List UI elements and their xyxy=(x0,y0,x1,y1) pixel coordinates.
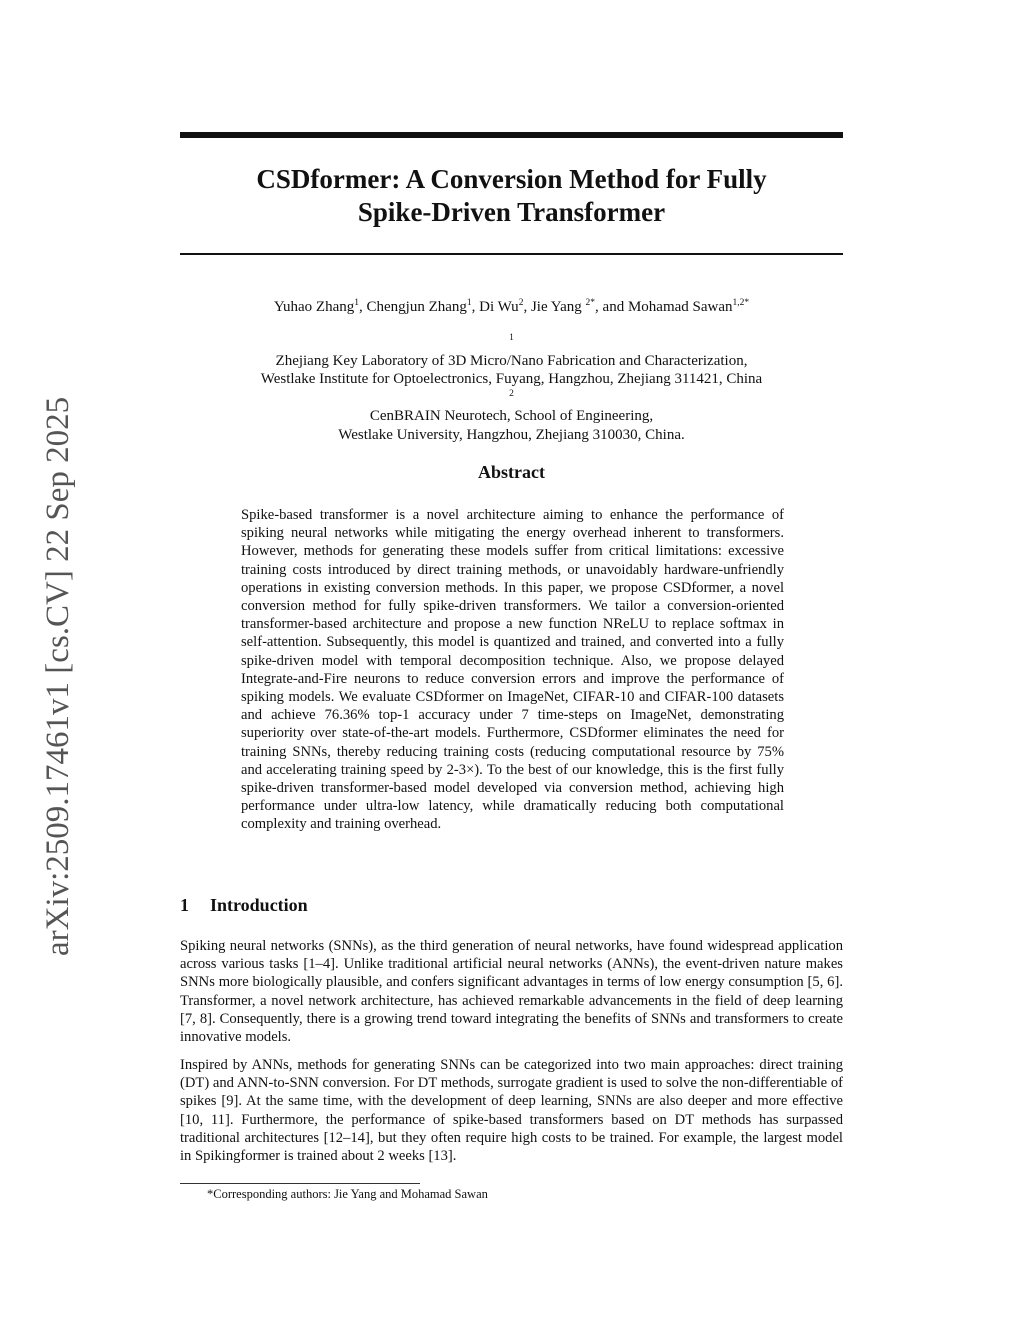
author-name: Mohamad Sawan xyxy=(627,299,733,315)
arxiv-identifier-stamp: arXiv:2509.17461v1 [cs.CV] 22 Sep 2025 xyxy=(40,396,76,956)
affiliation-text: Westlake Institute for Optoelectronics, Fuyang, Hangzhou, Zhejiang 311421, China xyxy=(260,371,763,387)
author-name: Yuhao Zhang xyxy=(273,299,355,315)
section-heading-introduction xyxy=(180,894,308,916)
footnote-corresponding-authors: *Corresponding authors: Jie Yang and Mohamad Sawan xyxy=(207,1187,488,1201)
author-affiliation-mark: 1,2* xyxy=(732,298,750,308)
abstract-body: Spike-based transformer is a novel architecture aiming to enhance the performance of spiking neural networks while mitigating the energy overhead inherent to transformers. However, methods for generating these models suffer from critical limitations: excessive training costs introduced by direct training methods, or unavoidably hardware-unfriendly operations in existing conversion methods. In this paper, we propose CSDformer, a novel conversion method for fully spike-driven transformers. We tailor a conversion-oriented transformer-based architecture and propose a new function NReLU to replace softmax in self-attention. Subsequently, this model is quantized and trained, and converted into a fully spike-driven model with temporal decomposition technique. Also, we propose delayed Integrate-and-Fire neurons to reduce conversion errors and improve the performance of spiking models. We evaluate CSDformer on ImageNet, CIFAR-10 and CIFAR-100 datasets and achieve 76.36% top-1 accuracy under 7 time-steps on ImageNet, demonstrating superiority over state-of-the-art models. Furthermore, CSDformer eliminates the need for training SNNs, thereby reducing training costs (reducing computational resource by 75% and accelerating training speed by 2-3×). To the best of our knowledge, this is the first fully spike-driven transformer-based model developed via conversion method, achieving high performance under ultra-low latency, while dramatically reducing both computational complexity and training overhead. xyxy=(241,507,784,833)
section-number: 1 xyxy=(180,895,189,915)
section-title: Introduction xyxy=(210,895,308,915)
affiliation-line xyxy=(180,426,843,445)
author-separator: , xyxy=(471,299,480,315)
author-separator: , and xyxy=(595,299,628,315)
intro-paragraph-1: Spiking neural networks (SNNs), as the third generation of neural networks, have found widespread application across various tasks [1–4]. Unlike traditional artificial neural networks (ANNs), the event-driven nature makes SNNs more biologically plausible, and confers significant advantages in terms of low energy consumption [5, 6]. Transformer, a novel network architecture, has achieved remarkable advancements in the field of deep learning [7, 8]. Consequently, there is a growing trend toward integrating the benefits of SNNs and transformers to create innovative models. xyxy=(180,938,843,1046)
affiliation-text: Zhejiang Key Laboratory of 3D Micro/Nano Fabrication and Characterization, xyxy=(275,352,748,369)
author-list xyxy=(180,297,843,317)
author-affiliation-mark: 1 xyxy=(466,298,472,308)
author-name: Chengjun Zhang xyxy=(366,299,467,315)
affiliation-text: CenBRAIN Neurotech, School of Engineering, xyxy=(369,408,654,424)
author-name: Jie Yang xyxy=(530,299,586,315)
affiliation-line xyxy=(180,370,843,389)
affiliation-text: Westlake University, Hangzhou, Zhejiang 310030, China. xyxy=(338,426,685,443)
title-line-2: Spike-Driven Transformer xyxy=(357,197,666,227)
affiliations xyxy=(180,333,843,444)
title-line-1: CSDformer: A Conversion Method for Fully xyxy=(256,164,767,194)
author-affiliation-mark: 1 xyxy=(354,298,359,308)
intro-paragraph-2: Inspired by ANNs, methods for generating SNNs can be categorized into two main approaches: direct training (DT) and ANN-to-SNN conversion. For DT methods, surrogate gradient is used to solve the non-differentiable of spikes [9]. At the same time, with the development of deep learning, SNNs are also deeper and more effective [10, 11]. Furthermore, the performance of spike-based transformers based on DT methods has surpassed traditional architectures [12–14], but they often require high costs to be trained. For example, the largest model in Spikingformer is trained about 2 weeks [13]. xyxy=(180,1057,843,1165)
author-affiliation-mark: 2* xyxy=(585,298,596,308)
author-affiliation-mark: 2 xyxy=(518,298,524,308)
paper-title xyxy=(180,163,843,229)
title-top-rule xyxy=(180,132,843,138)
footnote-rule xyxy=(180,1183,420,1184)
abstract-heading: Abstract xyxy=(478,462,545,482)
author-separator: , xyxy=(523,299,531,315)
author-name: Di Wu xyxy=(479,299,519,315)
affiliation-line xyxy=(180,333,843,370)
title-bottom-rule xyxy=(180,253,843,255)
affiliation-line xyxy=(180,389,843,426)
affiliation-mark: 1 xyxy=(509,333,514,343)
affiliation-mark: 2 xyxy=(509,388,514,399)
author-separator: , xyxy=(358,299,367,315)
